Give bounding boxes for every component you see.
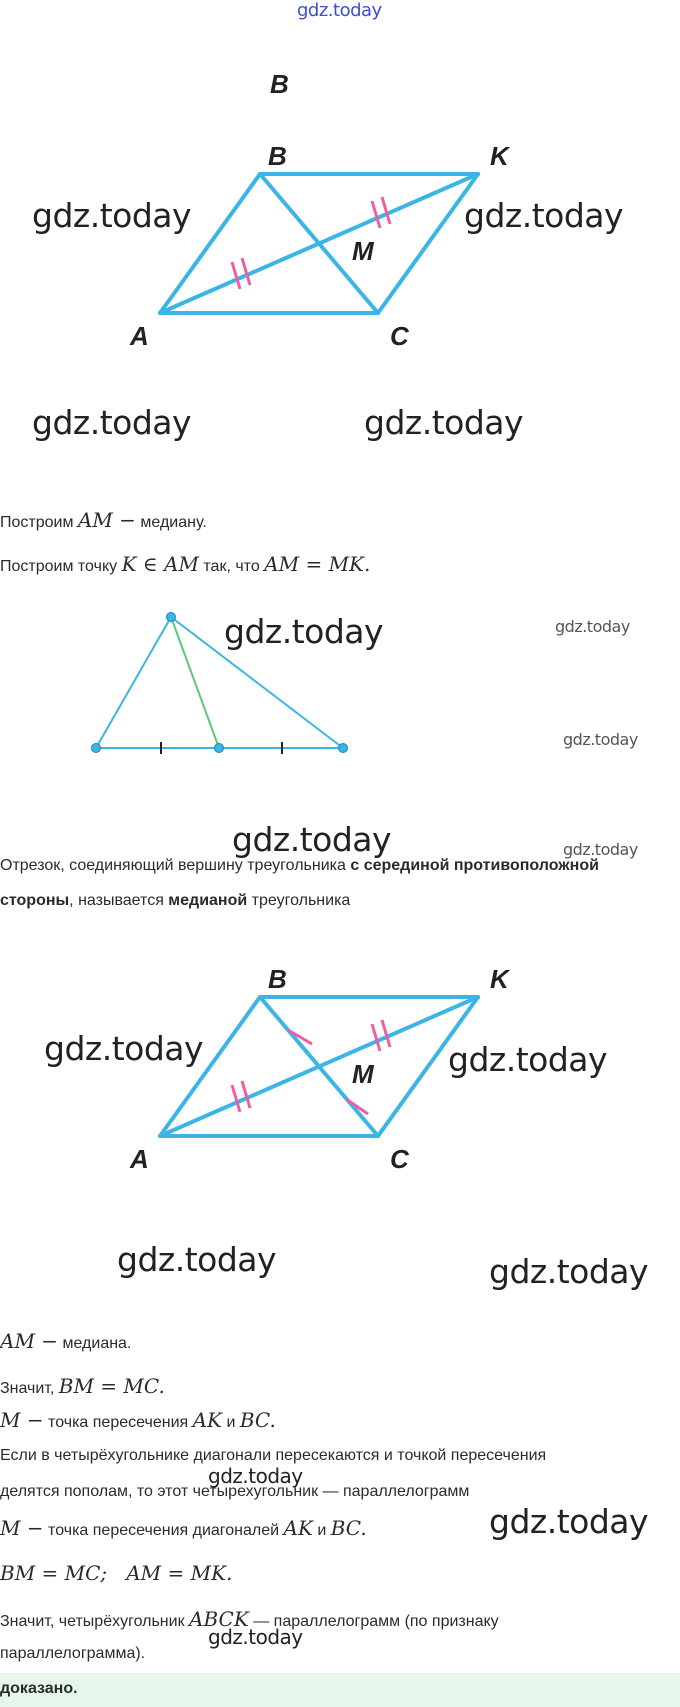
watermark: gdz.today: [364, 403, 524, 442]
watermark: gdz.today: [563, 730, 638, 749]
label-A: A: [130, 1144, 149, 1174]
label-M: M: [352, 236, 374, 266]
text-line-construct-median: Построим AM − медиану.: [0, 508, 207, 532]
watermark: gdz.today: [489, 1252, 649, 1291]
proof-line-conclusion-2: параллелограмма).: [0, 1645, 146, 1662]
watermark-top: gdz.today: [297, 0, 382, 21]
label-C: C: [390, 321, 409, 351]
watermark: gdz.today: [232, 820, 392, 859]
vertex-left: [92, 744, 101, 753]
watermark: gdz.today: [32, 196, 192, 235]
watermark: gdz.today: [208, 1625, 303, 1649]
proof-line-bm-mc: Значит, BM = MC.: [0, 1374, 165, 1398]
watermark: gdz.today: [32, 403, 192, 442]
proof-line-theorem-1: Если в четырёхугольнике диагонали пересекаются и точкой пересечения: [0, 1447, 547, 1464]
label-A: A: [130, 321, 149, 351]
definition-line-2: стороны, называется медианой треугольника: [0, 892, 351, 909]
tick-AM-1: [232, 1085, 240, 1112]
watermark: gdz.today: [224, 612, 384, 651]
label-B: B: [268, 964, 287, 994]
vertex-midpoint: [215, 744, 224, 753]
proof-line-intersection: M − точка пересечения AK и BC.: [0, 1408, 276, 1432]
tick-AM-1: [232, 262, 240, 289]
watermark: gdz.today: [448, 1040, 608, 1079]
label-M: M: [352, 1059, 374, 1089]
proof-line-conclusion-1: Значит, четырёхугольник ABCK — параллелограмм (по признаку: [0, 1607, 499, 1631]
proof-line-equalities: BM = MC; AM = MK.: [0, 1561, 233, 1585]
tick-MK-1: [372, 1024, 380, 1051]
tick-MK-1: [372, 201, 380, 228]
tick-AM-2: [242, 258, 250, 285]
watermark: gdz.today: [563, 840, 638, 859]
vertex-right: [339, 744, 348, 753]
label-C: C: [390, 1144, 409, 1174]
triangle-left-side: [96, 617, 171, 748]
label-B: B: [268, 141, 287, 171]
definition-line-1: Отрезок, соединяющий вершину треугольника с серединой противоположной: [0, 857, 599, 874]
tick-AM-2: [242, 1081, 250, 1108]
tick-MK-2: [382, 1020, 390, 1047]
proved-banner: [0, 1673, 680, 1707]
tick-MK-2: [382, 197, 390, 224]
label-top-B: B: [270, 69, 289, 99]
watermark: gdz.today: [555, 617, 630, 636]
text-line-construct-point: Построим точку K ∈ AM так, что AM = MK.: [0, 552, 371, 576]
vertex-top: [167, 613, 176, 622]
proof-line-median: AM − медиана.: [0, 1329, 132, 1353]
median-line: [171, 617, 219, 748]
watermark: gdz.today: [208, 1464, 303, 1488]
watermark: gdz.today: [44, 1029, 204, 1068]
proved-label: доказано.: [0, 1680, 78, 1697]
watermark: gdz.today: [489, 1502, 649, 1541]
proof-line-diagonals: M − точка пересечения диагоналей AK и BC.: [0, 1516, 367, 1540]
watermark: gdz.today: [464, 196, 624, 235]
proof-line-theorem-2: делятся пополам, то этот четырехугольник — параллелограмм: [0, 1483, 470, 1500]
label-K: K: [490, 964, 509, 994]
label-K: K: [490, 141, 509, 171]
watermark: gdz.today: [117, 1240, 277, 1279]
